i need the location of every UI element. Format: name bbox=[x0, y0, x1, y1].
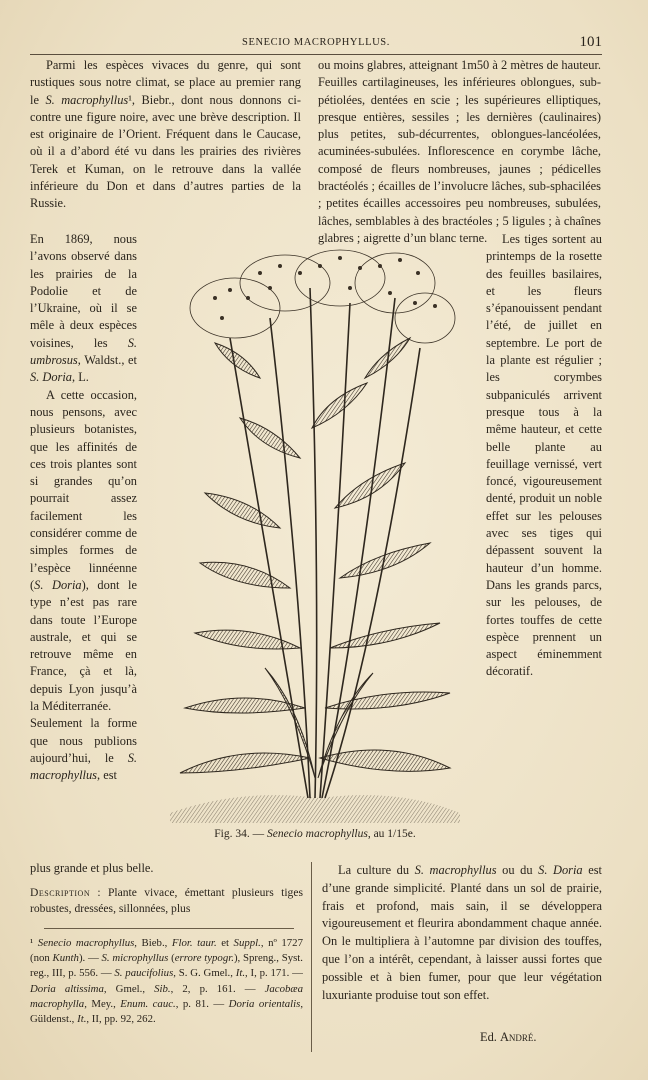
description-text: ou moins glabres, atteignant 1m50 à 2 mètres de hauteur. Feuilles cartilagineuses, les inférieures oblongues, sub-pétiolées, dentées en scie ; les supérieures elliptiques, presque entières, sessiles ; les dernières (caulinaires) plus petites, sub-décurrentes, oblongues-lancéolées, acuminées-subulées. Inflorescence en corymbe lâche, composé de fleurs nombreuses, jaunes ; pédicelles bractéolés ; écailles de l’involucre lâches, sub-sphacilées ; petites écailles accessoires peu nombreuses, subulées, lâches, semblables à des bractéoles ; 5 ligules ; à chaînes glabres ; aigrette d’un blanc terne. bbox=[318, 58, 601, 245]
page-header bbox=[30, 34, 602, 52]
fn-text: , I, p. 171. — bbox=[245, 967, 303, 980]
form-text-a: Seulement la forme que nous publions aujourd’hui, le bbox=[30, 716, 137, 765]
species-name: S. umbrosus bbox=[30, 335, 137, 368]
fn-species: S. microphyllus bbox=[101, 952, 169, 965]
fn-text: , II, pp. 92, 262. bbox=[86, 1013, 156, 1026]
species-name: S. Doria bbox=[30, 370, 72, 385]
culture-text-a: La culture du bbox=[338, 863, 415, 877]
species-name: S. macrophyllus bbox=[30, 750, 137, 783]
fn-ref: Kunth bbox=[52, 952, 79, 965]
signature-prefix: Ed. bbox=[480, 1030, 500, 1044]
fn-text: ), Spreng., Syst. reg., III, p. 556. — bbox=[30, 952, 304, 980]
caption-prefix: Fig. 34. — bbox=[214, 828, 267, 840]
fn-ref: Flor. taur. bbox=[171, 937, 217, 949]
form-text-b: , est bbox=[97, 768, 117, 783]
footnote bbox=[30, 936, 303, 1027]
column-rule bbox=[311, 862, 312, 1052]
observation-text-b: , Waldst., et bbox=[77, 353, 137, 368]
intro-paragraph bbox=[30, 57, 301, 213]
affinity-text-a: A cette occasion, nous pensons, avec plusieurs botanistes, que les affinités de ces trois plantes sont si grandes qu’on pourrait assez facilement les considérer comme de simples formes de l’espèce linnéenne ( bbox=[30, 387, 137, 592]
fn-text: ¹ bbox=[30, 937, 38, 949]
fn-ref: Enum. cauc. bbox=[120, 997, 176, 1010]
description-start: : Plante vivace, émettant plusieurs tiges robustes, dressées, sillonnées, plus bbox=[30, 886, 303, 915]
growth-text: Les tiges sortent au printemps de la rosette des feuilles basilaires, et les fleurs s’épanouissent pendant l’été, de juillet en septembre. Le port de la plante est régulier ; les corymbes subpaniculés arrivent presque tous à la même hauteur, et cette belle plante au feuillage vernissé, vert foncé, vigoureusement denté, produit un noble effet sur les pelouses avec ses tiges qui dépassent souvent la hauteur d’un homme. Dans les grands parcs, sur les pelouses, de fortes touffes de cette espèce prennent un aspect éminemment décoratif. bbox=[486, 232, 602, 679]
fn-species: Doria altissima bbox=[30, 982, 104, 995]
fn-ref: Sib. bbox=[154, 982, 171, 995]
running-head: SENECIO MACROPHYLLUS. bbox=[242, 37, 390, 48]
left-narrow-column bbox=[30, 231, 137, 785]
fn-text: ( bbox=[168, 952, 175, 965]
fn-species: Senecio macrophyllus bbox=[37, 937, 135, 949]
fn-text: , Gmel., bbox=[103, 982, 155, 995]
fn-species: S. paucifolius bbox=[114, 967, 174, 980]
observation-text-c: , L. bbox=[72, 370, 89, 385]
intro-text-a: Parmi les espèces vivaces du genre, qui sont rustiques sous notre climat, se place au premier rang le bbox=[30, 58, 301, 107]
fn-text: ). — bbox=[78, 952, 102, 965]
page-number: 101 bbox=[579, 34, 602, 50]
caption-scale: , au 1/15e. bbox=[367, 828, 416, 840]
fn-text: , p. 81. — bbox=[175, 997, 229, 1010]
species-name: S. Doria bbox=[34, 577, 82, 592]
fn-text: , Güldenst., bbox=[30, 997, 304, 1026]
fn-text: , Mey., bbox=[84, 997, 121, 1010]
species-name: S. Doria bbox=[538, 863, 583, 877]
fn-text: , 2, p. 161. — bbox=[170, 982, 265, 995]
author-signature bbox=[480, 1030, 570, 1045]
fn-species: Doria orientalis bbox=[228, 997, 301, 1010]
senecio-engraving bbox=[160, 228, 470, 828]
fn-ref: It. bbox=[235, 967, 246, 980]
footnote-separator bbox=[44, 928, 294, 929]
fn-text: , S. G. Gmel., bbox=[173, 967, 236, 980]
fn-text: , Bieb., bbox=[134, 937, 172, 949]
description-continued bbox=[318, 57, 601, 247]
fn-ref: It. bbox=[77, 1013, 87, 1026]
affinity-text-b: ), dont le type n’est pas rare dans toute l’Europe australe, et qui se retrouve même en France, çà et là, depuis Lyon jusqu’à la Méditerranée. bbox=[30, 577, 137, 714]
fn-text: et bbox=[216, 937, 234, 949]
culture-text-c: est d’une grande simplicité. Planté dans un sol de prairie, frais et profond, mais sain, il se développera vigoureusement et fleurira abondamment chaque année. On le multipliera à l’automne par division des touffes, que l’on a intérêt, cependant, à laisser aussi fortes que possible et à bien fumer, pour que leur végétation luxuriante produise tout son effet. bbox=[322, 863, 602, 1002]
caption-species: Senecio macrophyllus bbox=[267, 828, 368, 840]
continuation-line: plus grande et plus belle. bbox=[30, 861, 154, 875]
figure-caption bbox=[165, 828, 465, 840]
intro-text-b: ¹, Biebr., dont nous donnons ci-contre une figure noire, avec une brève description. Il est originaire de l’Orient. Fréquent dans le Caucase, où il a d’abord été vu dans les prairies des rivières Terek et Kuman, on le retrouve dans la vallée inférieure du Don et dans d’autres parties de la Russie. bbox=[30, 92, 301, 211]
species-name: S. macrophyllus bbox=[45, 92, 129, 107]
culture-paragraph bbox=[322, 862, 602, 1004]
fn-text: , nº 1727 (non bbox=[30, 937, 303, 965]
observation-text-a: En 1869, nous l’avons observé dans les prairies de la Podolie et de l’Ukraine, où il se mêle à deux espèces voisines, les bbox=[30, 232, 137, 350]
description-paragraph bbox=[30, 885, 303, 917]
description-label: Description bbox=[30, 886, 91, 899]
culture-text-b: ou du bbox=[496, 863, 539, 877]
fn-ref: Suppl. bbox=[233, 937, 261, 949]
species-name: S. macrophyllus bbox=[414, 863, 497, 877]
signature-name: André. bbox=[499, 1030, 537, 1044]
header-rule bbox=[30, 54, 602, 55]
fn-ref: errore typogr. bbox=[174, 952, 234, 965]
right-narrow-column bbox=[486, 231, 602, 681]
fn-species: Jacobæa macrophylla bbox=[30, 982, 303, 1010]
